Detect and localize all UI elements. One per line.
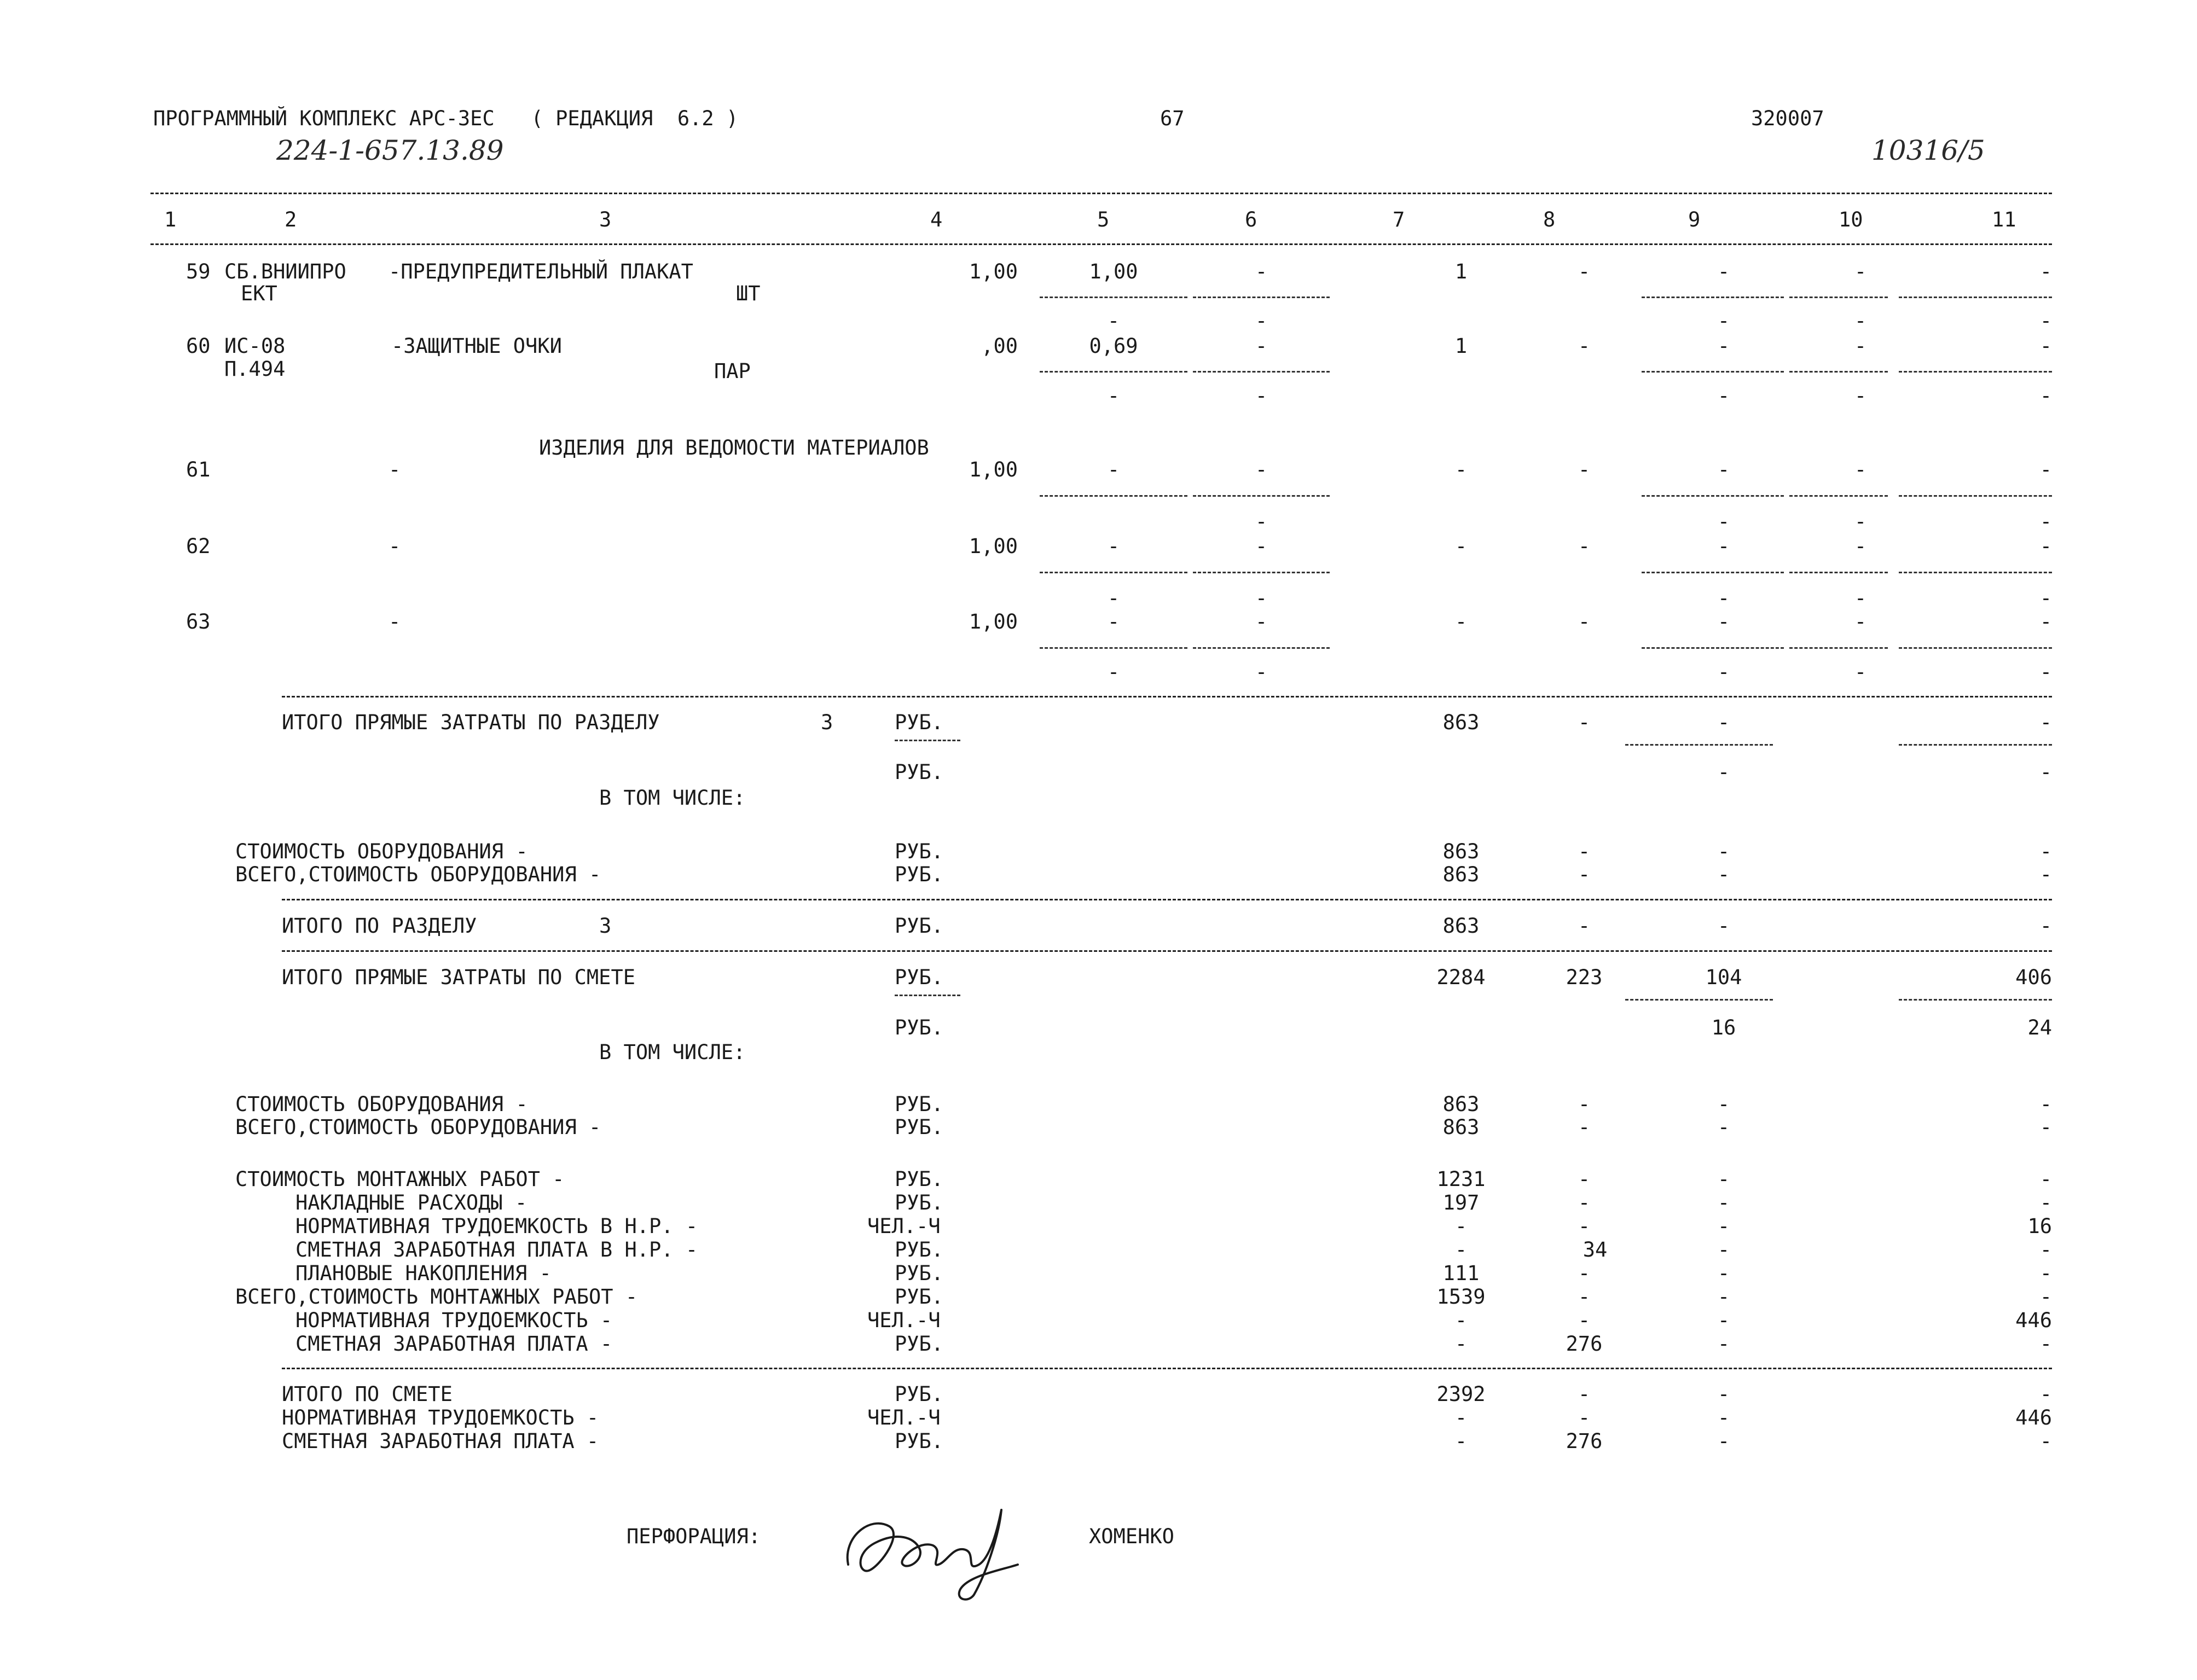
cell-c6: - xyxy=(1255,610,1268,633)
cell-c7: 863 xyxy=(1442,711,1480,734)
cell-c11: 446 xyxy=(2015,1309,2052,1332)
row-number: 61 xyxy=(186,458,211,481)
cell-c7: - xyxy=(1454,1429,1468,1453)
cell-c9: - xyxy=(1717,1332,1730,1356)
cell-c11: - xyxy=(2039,534,2052,558)
cell-c9: - xyxy=(1717,863,1730,886)
cell-c7: - xyxy=(1454,534,1468,558)
cell-c11: - xyxy=(2039,1092,2052,1116)
cell-c10: - xyxy=(1854,334,1867,358)
cell-c9: - xyxy=(1717,840,1730,863)
cell-c8: - xyxy=(1578,1285,1591,1309)
currency-unit: РУБ. xyxy=(895,966,944,989)
cell-c11: - xyxy=(2039,1382,2052,1406)
cell-c6: - xyxy=(1255,534,1268,558)
cell-c11: 16 xyxy=(2027,1214,2052,1238)
currency-unit: РУБ. xyxy=(895,711,944,734)
cell-c7: - xyxy=(1454,458,1468,481)
section-rule xyxy=(282,950,2052,952)
equipment-total-label: ВСЕГО,СТОИМОСТЬ ОБОРУДОВАНИЯ - xyxy=(235,863,601,886)
column-header: 3 xyxy=(599,208,612,231)
cell-c6-upper: - xyxy=(1255,586,1268,610)
cell-c8: - xyxy=(1578,1406,1591,1429)
cell-rule xyxy=(1193,371,1330,373)
item-unit: ШТ xyxy=(736,282,761,305)
norm-labor-overhead-label: НОРМАТИВНАЯ ТРУДОЕМКОСТЬ В Н.Р. - xyxy=(295,1214,698,1238)
cell-c9: 16 xyxy=(1711,1016,1736,1039)
cell-rule xyxy=(1040,297,1187,298)
cell-c9: - xyxy=(1717,260,1730,283)
row-number: 59 xyxy=(186,260,211,283)
column-header: 4 xyxy=(930,208,943,231)
currency-unit: РУБ. xyxy=(895,1115,944,1139)
cell-c11: 24 xyxy=(2027,1016,2052,1039)
cell-c9: - xyxy=(1717,1382,1730,1406)
row-number: 63 xyxy=(186,610,211,633)
currency-unit: РУБ. xyxy=(895,914,944,938)
page-number: 67 xyxy=(1160,107,1185,130)
signature-image xyxy=(837,1488,1034,1603)
cell-c7: 1 xyxy=(1454,334,1468,358)
cell-c11-lower: - xyxy=(2039,660,2052,684)
currency-unit: РУБ. xyxy=(895,1429,944,1453)
cell-c9: - xyxy=(1717,1191,1730,1214)
cell-c8: 223 xyxy=(1566,966,1603,989)
cell-c8: - xyxy=(1578,1309,1591,1332)
cell-c8: - xyxy=(1578,334,1591,358)
equipment-cost-label: СТОИМОСТЬ ОБОРУДОВАНИЯ - xyxy=(235,840,528,863)
cell-rule xyxy=(1899,495,2052,497)
cell-rule xyxy=(1625,744,1773,746)
handwritten-reference: 224-1-657.13.89 xyxy=(276,135,504,166)
cell-c9: - xyxy=(1717,334,1730,358)
document-code: 320007 xyxy=(1751,107,1824,130)
handwritten-number: 10316/5 xyxy=(1871,135,1985,166)
cell-c8: - xyxy=(1578,1191,1591,1214)
cell-c11: - xyxy=(2039,760,2052,784)
cell-c9: - xyxy=(1717,1406,1730,1429)
cell-c9: - xyxy=(1717,1238,1730,1262)
cell-c7: 863 xyxy=(1442,863,1480,886)
column-header: 10 xyxy=(1839,208,1863,231)
cell-c8: - xyxy=(1578,1382,1591,1406)
cell-rule xyxy=(1789,495,1888,497)
man-hours-unit: ЧЕЛ.-Ч xyxy=(867,1406,941,1429)
cell-rule xyxy=(1789,371,1888,373)
section-rule xyxy=(282,696,2052,697)
item-description: -ПРЕДУПРЕДИТЕЛЬНЫЙ ПЛАКАТ xyxy=(389,260,693,283)
item-code-line2: ЕКТ xyxy=(241,282,277,305)
cell-c10: - xyxy=(1854,534,1867,558)
cell-c7: - xyxy=(1454,1309,1468,1332)
cell-c6-upper: - xyxy=(1255,510,1268,533)
cell-c7: 863 xyxy=(1442,1092,1480,1116)
cell-c9: - xyxy=(1717,1115,1730,1139)
column-header: 5 xyxy=(1097,208,1110,231)
cell-rule xyxy=(1899,297,2052,298)
man-hours-unit: ЧЕЛ.-Ч xyxy=(867,1309,941,1332)
wage-label: СМЕТНАЯ ЗАРАБОТНАЯ ПЛАТА - xyxy=(282,1429,599,1453)
cell-c8: - xyxy=(1578,914,1591,938)
cell-c9-lower: - xyxy=(1717,660,1730,684)
column-header: 1 xyxy=(164,208,177,231)
cell-c7: - xyxy=(1454,1238,1468,1262)
cell-c9-upper: - xyxy=(1717,309,1730,333)
cell-c11: - xyxy=(2039,1115,2052,1139)
cell-c8: - xyxy=(1578,534,1591,558)
cell-rule xyxy=(1040,371,1187,373)
cell-c7: - xyxy=(1454,1214,1468,1238)
wage-label: СМЕТНАЯ ЗАРАБОТНАЯ ПЛАТА - xyxy=(295,1332,613,1356)
cell-rule xyxy=(1040,572,1187,573)
cell-rule xyxy=(1040,647,1187,649)
cell-c4: 1,00 xyxy=(969,534,1018,558)
cell-c7: - xyxy=(1454,1332,1468,1356)
cell-rule xyxy=(1642,647,1784,649)
cell-c8: - xyxy=(1578,1167,1591,1191)
cell-c4: 1,00 xyxy=(969,610,1018,633)
cell-c9-upper: - xyxy=(1717,510,1730,533)
cell-c9: - xyxy=(1717,1214,1730,1238)
cell-c11-upper: - xyxy=(2039,510,2052,533)
cell-c10-upper: - xyxy=(1854,510,1867,533)
cell-c10: - xyxy=(1854,260,1867,283)
perforation-label: ПЕРФОРАЦИЯ: xyxy=(627,1525,761,1548)
equipment-total-label: ВСЕГО,СТОИМОСТЬ ОБОРУДОВАНИЯ - xyxy=(235,1115,601,1139)
cell-c8: 276 xyxy=(1566,1332,1603,1356)
cell-c11: - xyxy=(2039,863,2052,886)
cell-c8: - xyxy=(1578,840,1591,863)
cell-c7: 2392 xyxy=(1436,1382,1486,1406)
cell-c11: - xyxy=(2039,711,2052,734)
item-code: ИС-08 xyxy=(224,334,286,358)
cell-c5-lower: - xyxy=(1107,660,1120,684)
cell-c11: - xyxy=(2039,458,2052,481)
cell-rule xyxy=(1193,495,1330,497)
currency-unit: РУБ. xyxy=(895,1332,944,1356)
section-rule xyxy=(282,1368,2052,1369)
column-header: 11 xyxy=(1992,208,2016,231)
cell-c8: - xyxy=(1578,711,1591,734)
table-top-rule xyxy=(150,193,2052,194)
including-label: В ТОМ ЧИСЛЕ: xyxy=(599,786,746,810)
cell-c11: - xyxy=(2039,1429,2052,1453)
cell-c9: - xyxy=(1717,534,1730,558)
cell-c11: - xyxy=(2039,840,2052,863)
cell-c11: - xyxy=(2039,1191,2052,1214)
summary-label: ИТОГО ПРЯМЫЕ ЗАТРАТЫ ПО РАЗДЕЛУ xyxy=(282,711,660,734)
overhead-label: НАКЛАДНЫЕ РАСХОДЫ - xyxy=(295,1191,527,1214)
cell-c5: - xyxy=(1107,458,1120,481)
summary-label: ИТОГО ПРЯМЫЕ ЗАТРАТЫ ПО СМЕТЕ xyxy=(282,966,636,989)
cell-c9: - xyxy=(1717,1285,1730,1309)
cell-rule xyxy=(1899,744,2052,746)
cell-c6: - xyxy=(1255,334,1268,358)
cell-c9: - xyxy=(1717,711,1730,734)
row-number: 62 xyxy=(186,534,211,558)
cell-rule xyxy=(1899,999,2052,1001)
cell-c11-upper: - xyxy=(2039,309,2052,333)
cell-c11-upper: - xyxy=(2039,586,2052,610)
cell-c5-lower: - xyxy=(1107,384,1120,408)
currency-unit: РУБ. xyxy=(895,1092,944,1116)
column-header: 7 xyxy=(1393,208,1405,231)
section-total-label: ИТОГО ПО РАЗДЕЛУ xyxy=(282,914,477,938)
cell-rule xyxy=(1193,647,1330,649)
cell-c11-lower: - xyxy=(2039,384,2052,408)
cell-c10-upper: - xyxy=(1854,586,1867,610)
cell-c11: - xyxy=(2039,1332,2052,1356)
mounting-cost-label: СТОИМОСТЬ МОНТАЖНЫХ РАБОТ - xyxy=(235,1167,565,1191)
cell-c8: 276 xyxy=(1566,1429,1603,1453)
cell-c7: 197 xyxy=(1442,1191,1480,1214)
row-number: 60 xyxy=(186,334,211,358)
cell-c11: 446 xyxy=(2015,1406,2052,1429)
cell-c8: 34 xyxy=(1582,1238,1608,1262)
cell-c5-upper: - xyxy=(1107,309,1120,333)
including-label: В ТОМ ЧИСЛЕ: xyxy=(599,1040,746,1064)
cell-c9-lower: - xyxy=(1717,384,1730,408)
currency-unit: РУБ. xyxy=(895,1238,944,1262)
cell-c5: 1,00 xyxy=(1089,260,1138,283)
signatory-surname: ХОМЕНКО xyxy=(1089,1525,1174,1548)
cell-c5-upper: - xyxy=(1107,586,1120,610)
cell-c4: 1,00 xyxy=(969,458,1018,481)
item-description: -ЗАЩИТНЫЕ ОЧКИ xyxy=(391,334,562,358)
cell-c4: ,00 xyxy=(981,334,1018,358)
cell-c10: - xyxy=(1854,458,1867,481)
cell-c7: - xyxy=(1454,610,1468,633)
cell-rule xyxy=(1899,572,2052,573)
cell-c11: - xyxy=(2039,914,2052,938)
cell-rule xyxy=(1040,495,1187,497)
item-code-line2: П.494 xyxy=(224,357,286,381)
currency-unit: РУБ. xyxy=(895,1285,944,1309)
currency-unit: РУБ. xyxy=(895,840,944,863)
cell-c8: - xyxy=(1578,863,1591,886)
section-number: 3 xyxy=(821,711,833,734)
cell-c9: - xyxy=(1717,760,1730,784)
cell-rule xyxy=(1899,371,2052,373)
header-bottom-rule xyxy=(150,243,2052,245)
cell-c10: - xyxy=(1854,610,1867,633)
cell-c9: - xyxy=(1717,1092,1730,1116)
cell-rule xyxy=(895,740,960,741)
currency-unit: РУБ. xyxy=(895,863,944,886)
cell-rule xyxy=(1642,572,1784,573)
cell-c11: - xyxy=(2039,260,2052,283)
cell-c9: - xyxy=(1717,1429,1730,1453)
item-description: - xyxy=(389,534,401,558)
cell-c7: 1539 xyxy=(1436,1285,1486,1309)
cell-c6-lower: - xyxy=(1255,660,1268,684)
cell-rule xyxy=(1625,999,1773,1001)
currency-unit: РУБ. xyxy=(895,1262,944,1285)
equipment-cost-label: СТОИМОСТЬ ОБОРУДОВАНИЯ - xyxy=(235,1092,528,1116)
cell-c10-lower: - xyxy=(1854,660,1867,684)
cell-rule xyxy=(895,995,960,996)
cell-rule xyxy=(1642,495,1784,497)
cell-c7: 863 xyxy=(1442,1115,1480,1139)
section-number: 3 xyxy=(599,914,612,938)
cell-c11: - xyxy=(2039,1167,2052,1191)
cell-c10-lower: - xyxy=(1854,384,1867,408)
wage-overhead-label: СМЕТНАЯ ЗАРАБОТНАЯ ПЛАТА В Н.Р. - xyxy=(295,1238,698,1262)
item-code: СБ.ВНИИПРО xyxy=(224,260,346,283)
cell-c6-lower: - xyxy=(1255,384,1268,408)
program-title: ПРОГРАММНЫЙ КОМПЛЕКС АРС-ЗЕС ( РЕДАКЦИЯ 6.2 ) xyxy=(153,107,739,130)
cell-c11: 406 xyxy=(2015,966,2052,989)
cell-c7: - xyxy=(1454,1406,1468,1429)
cell-c7: 1 xyxy=(1454,260,1468,283)
cell-c11: - xyxy=(2039,334,2052,358)
item-description: - xyxy=(389,458,401,481)
cell-rule xyxy=(1642,297,1784,298)
currency-unit: РУБ. xyxy=(895,1016,944,1039)
cell-c11: - xyxy=(2039,1262,2052,1285)
cell-c8: - xyxy=(1578,1115,1591,1139)
cell-c7: 2284 xyxy=(1436,966,1486,989)
cell-c5: - xyxy=(1107,610,1120,633)
cell-c7: 863 xyxy=(1442,914,1480,938)
cell-rule xyxy=(1899,647,2052,649)
cell-c11: - xyxy=(2039,1285,2052,1309)
cell-c8: - xyxy=(1578,1214,1591,1238)
cell-c6: - xyxy=(1255,260,1268,283)
cell-c5: 0,69 xyxy=(1089,334,1138,358)
cell-c5: - xyxy=(1107,534,1120,558)
column-header: 8 xyxy=(1543,208,1556,231)
currency-unit: РУБ. xyxy=(895,1167,944,1191)
cell-c9: - xyxy=(1717,458,1730,481)
cell-c6-upper: - xyxy=(1255,309,1268,333)
cell-c10-upper: - xyxy=(1854,309,1867,333)
cell-rule xyxy=(1642,371,1784,373)
man-hours-unit: ЧЕЛ.-Ч xyxy=(867,1214,941,1238)
currency-unit: РУБ. xyxy=(895,760,944,784)
norm-labor-label: НОРМАТИВНАЯ ТРУДОЕМКОСТЬ - xyxy=(295,1309,613,1332)
cell-c8: - xyxy=(1578,1262,1591,1285)
column-header: 9 xyxy=(1688,208,1701,231)
cell-rule xyxy=(1193,297,1330,298)
estimate-total-label: ИТОГО ПО СМЕТЕ xyxy=(282,1382,453,1406)
cell-c9: - xyxy=(1717,610,1730,633)
cell-c7: 1231 xyxy=(1436,1167,1486,1191)
cell-rule xyxy=(1789,572,1888,573)
currency-unit: РУБ. xyxy=(895,1382,944,1406)
currency-unit: РУБ. xyxy=(895,1191,944,1214)
cell-c6: - xyxy=(1255,458,1268,481)
norm-labor-label: НОРМАТИВНАЯ ТРУДОЕМКОСТЬ - xyxy=(282,1406,599,1429)
item-description: - xyxy=(389,610,401,633)
cell-c8: - xyxy=(1578,458,1591,481)
cell-c11: - xyxy=(2039,610,2052,633)
column-header: 2 xyxy=(285,208,297,231)
cell-c9-upper: - xyxy=(1717,586,1730,610)
cell-c11: - xyxy=(2039,1238,2052,1262)
cell-rule xyxy=(1789,647,1888,649)
cell-c9: - xyxy=(1717,1309,1730,1332)
column-header: 6 xyxy=(1245,208,1257,231)
cell-c7: 863 xyxy=(1442,840,1480,863)
cell-c9: - xyxy=(1717,1167,1730,1191)
planned-savings-label: ПЛАНОВЫЕ НАКОПЛЕНИЯ - xyxy=(295,1262,552,1285)
cell-c7: 111 xyxy=(1442,1262,1480,1285)
section-heading-materials: ИЗДЕЛИЯ ДЛЯ ВЕДОМОСТИ МАТЕРИАЛОВ xyxy=(539,436,929,460)
mounting-total-label: ВСЕГО,СТОИМОСТЬ МОНТАЖНЫХ РАБОТ - xyxy=(235,1285,638,1309)
section-rule xyxy=(282,899,2052,900)
cell-c8: - xyxy=(1578,610,1591,633)
item-unit: ПАР xyxy=(714,359,751,383)
cell-c8: - xyxy=(1578,260,1591,283)
cell-c4: 1,00 xyxy=(969,260,1018,283)
cell-c9: - xyxy=(1717,914,1730,938)
cell-rule xyxy=(1193,572,1330,573)
cell-c9: 104 xyxy=(1705,966,1742,989)
cell-c8: - xyxy=(1578,1092,1591,1116)
cell-rule xyxy=(1789,297,1888,298)
cell-c9: - xyxy=(1717,1262,1730,1285)
